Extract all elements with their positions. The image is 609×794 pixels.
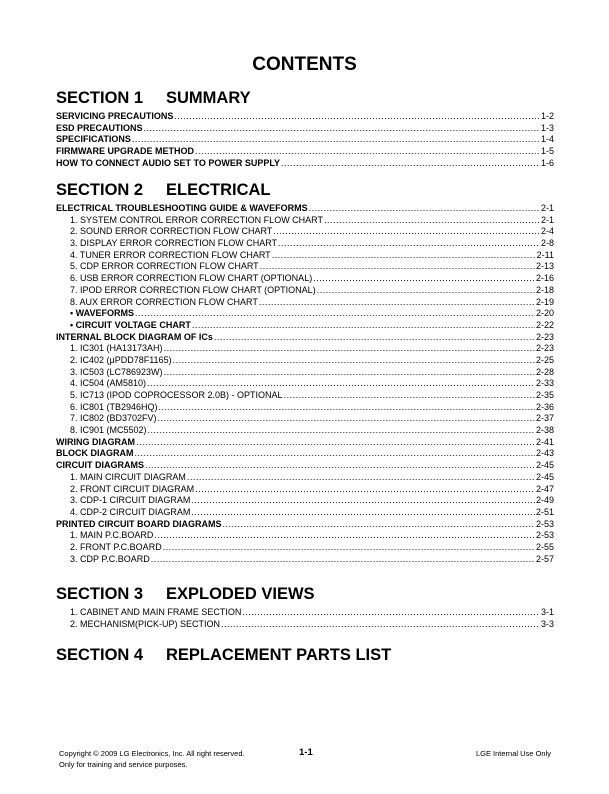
toc-entry[interactable]	[56, 158, 554, 170]
toc-entry-label: CIRCUIT DIAGRAMS	[56, 460, 144, 471]
toc-entry[interactable]	[56, 146, 554, 158]
toc-entry-label: 1. SYSTEM CONTROL ERROR CORRECTION FLOW CHART	[70, 214, 324, 225]
dot-leader	[173, 355, 535, 367]
toc-entry-page: 2-37	[535, 413, 554, 424]
toc-entry-label: ELECTRICAL TROUBLESHOOTING GUIDE & WAVEFORMS	[56, 203, 308, 213]
toc-entry-page: 1-4	[540, 134, 554, 145]
dot-leader	[242, 607, 540, 619]
toc-entry[interactable]	[56, 123, 554, 135]
dot-leader	[313, 273, 535, 285]
dot-leader	[259, 297, 535, 309]
dot-leader	[135, 448, 535, 460]
toc-entry-label: • WAVEFORMS	[70, 308, 134, 319]
toc-entry[interactable]	[56, 437, 554, 449]
toc-entry[interactable]	[56, 554, 554, 566]
toc-entry-page: 2-49	[535, 495, 554, 506]
toc-entry-page: 2-20	[535, 308, 554, 319]
toc-entry-label: 8. AUX ERROR CORRECTION FLOW CHART	[70, 296, 258, 307]
toc-entry-label: 2. IC402 (μPDD78F1165)	[70, 354, 172, 365]
dot-leader	[154, 530, 535, 542]
section-number: SECTION 3	[56, 585, 144, 603]
dot-leader	[132, 134, 540, 146]
dot-leader	[151, 554, 535, 566]
toc-entry[interactable]	[56, 250, 554, 262]
toc-entry[interactable]	[56, 378, 554, 390]
toc-entry-page: 2-23	[535, 331, 554, 342]
dot-leader	[144, 123, 540, 135]
toc-entry-label: 3. CDP-1 CIRCUIT DIAGRAM	[70, 495, 191, 506]
toc-list	[56, 111, 554, 169]
dot-leader	[135, 308, 535, 320]
section-name: REPLACEMENT PARTS LIST	[166, 646, 392, 664]
dot-leader	[164, 343, 535, 355]
toc-entry-label: HOW TO CONNECT AUDIO SET TO POWER SUPPLY	[56, 157, 281, 168]
toc-entry-label: ESD PRECAUTIONS	[56, 122, 143, 133]
toc-entry[interactable]	[56, 273, 554, 285]
section-heading	[56, 584, 554, 604]
toc-entry[interactable]	[56, 390, 554, 402]
toc-entry[interactable]	[56, 413, 554, 425]
toc-entry-label: 1. CABINET AND MAIN FRAME SECTION	[70, 607, 242, 617]
toc-entry-page: 2-33	[535, 378, 554, 389]
dot-leader	[159, 402, 535, 414]
toc-entry-page: 2-1	[540, 214, 554, 225]
toc-entry-page: 2-18	[535, 284, 554, 295]
section-1	[56, 88, 554, 169]
dot-leader	[187, 472, 535, 484]
toc-entry-page: 2-1	[540, 203, 554, 213]
section-2	[56, 180, 554, 565]
toc-entry[interactable]	[56, 402, 554, 414]
toc-entry-label: 1. IC301 (HA13173AH)	[70, 343, 163, 354]
toc-entry-label: 7. IPOD ERROR CORRECTION FLOW CHART (OPTIONAL)	[70, 284, 316, 295]
toc-entry[interactable]	[56, 226, 554, 238]
toc-entry-label: INTERNAL BLOCK DIAGRAM OF ICs	[56, 331, 213, 342]
toc-entry-label: FIRMWARE UPGRADE METHOD	[56, 146, 194, 157]
toc-entry[interactable]	[56, 530, 554, 542]
dot-leader	[272, 250, 536, 262]
toc-entry-label: 3. DISPLAY ERROR CORRECTION FLOW CHART	[70, 238, 278, 249]
dot-leader	[145, 460, 535, 472]
section-name: EXPLODED VIEWS	[166, 585, 315, 603]
toc-entry[interactable]	[56, 320, 554, 332]
toc-entry-label: • CIRCUIT VOLTAGE CHART	[70, 319, 191, 330]
toc-entry-page: 2-53	[535, 518, 554, 529]
section-heading	[56, 180, 554, 200]
toc-entry-page: 1-2	[540, 111, 554, 121]
usage-line: Only for training and service purposes.	[59, 760, 188, 769]
toc-entry-label: PRINTED CIRCUIT BOARD DIAGRAMS	[56, 518, 222, 529]
section-heading	[56, 645, 554, 665]
toc-entry-label: 6. IC801 (TB2946HQ)	[70, 401, 158, 412]
toc-entry-page: 3-3	[540, 618, 554, 629]
toc-entry[interactable]	[56, 425, 554, 437]
toc-entry-page: 2-19	[535, 296, 554, 307]
toc-entry-page: 2-41	[535, 436, 554, 447]
dot-leader	[278, 238, 540, 250]
toc-entry-page: 1-3	[540, 122, 554, 133]
toc-entry-page: 2-25	[535, 354, 554, 365]
toc-entry[interactable]	[56, 519, 554, 531]
dot-leader	[221, 619, 540, 631]
toc-entry-page: 2-36	[535, 401, 554, 412]
toc-entry-label: WIRING DIAGRAM	[56, 436, 135, 447]
toc-entry-page: 2-11	[536, 249, 554, 260]
copyright-notice	[59, 748, 279, 770]
dot-leader	[191, 495, 535, 507]
toc-entry-page: 2-23	[535, 343, 554, 354]
toc-entry-label: 2. SOUND ERROR CORRECTION FLOW CHART	[70, 226, 273, 237]
section-name: SUMMARY	[166, 89, 251, 107]
toc-entry[interactable]	[56, 355, 554, 367]
dot-leader	[284, 390, 535, 402]
dot-leader	[158, 413, 535, 425]
toc-entry-page: 2-22	[535, 319, 554, 330]
dot-leader	[148, 425, 535, 437]
toc-entry-page: 2-53	[535, 530, 554, 541]
dot-leader	[195, 146, 540, 158]
toc-entry-page: 2-13	[535, 261, 554, 272]
section-3	[56, 584, 554, 630]
toc-entry-page: 2-57	[535, 553, 554, 564]
toc-entry-page: 2-45	[535, 460, 554, 471]
toc-entry[interactable]	[56, 238, 554, 250]
toc-entry[interactable]	[56, 472, 554, 484]
toc-entry[interactable]	[56, 285, 554, 297]
section-heading	[56, 88, 554, 108]
section-number: SECTION 2	[56, 181, 144, 199]
toc-entry-label: SPECIFICATIONS	[56, 134, 131, 145]
toc-entry-page: 2-38	[535, 425, 554, 436]
toc-entry[interactable]	[56, 448, 554, 460]
dot-leader	[192, 320, 535, 332]
page-number: 1-1	[299, 747, 313, 758]
toc-entry-page: 1-6	[540, 157, 554, 168]
dot-leader	[191, 507, 535, 519]
toc-entry-label: 6. USB ERROR CORRECTION FLOW CHART (OPTIONAL)	[70, 273, 313, 284]
dot-leader	[136, 437, 535, 449]
toc-entry-page: 2-51	[535, 506, 554, 517]
toc-entry[interactable]	[56, 134, 554, 146]
toc-entry-label: 1. MAIN CIRCUIT DIAGRAM	[70, 471, 186, 482]
toc-entry[interactable]	[56, 619, 554, 631]
toc-list	[56, 607, 554, 630]
toc-entry[interactable]	[56, 367, 554, 379]
toc-entry-label: 5. CDP ERROR CORRECTION FLOW CHART	[70, 261, 259, 272]
internal-use-label: LGE Internal Use Only	[475, 749, 551, 758]
toc-entry-label: 8. IC901 (MC5502)	[70, 425, 147, 436]
dot-leader	[164, 367, 535, 379]
dot-leader	[324, 215, 540, 227]
dot-leader	[223, 519, 535, 531]
toc-entry[interactable]	[56, 507, 554, 519]
toc-entry[interactable]	[56, 203, 554, 215]
dot-leader	[273, 226, 540, 238]
page-title: CONTENTS	[252, 54, 357, 75]
dot-leader	[260, 261, 535, 273]
toc-entry-label: 4. TUNER ERROR CORRECTION FLOW CHART	[70, 249, 271, 260]
toc-entry-page: 2-47	[535, 483, 554, 494]
dot-leader	[214, 332, 535, 344]
toc-entry-page: 2-43	[535, 448, 554, 459]
toc-entry-page: 2-8	[540, 238, 554, 249]
toc-entry-label: 4. IC504 (AM5810)	[70, 378, 147, 389]
toc-entry-page: 3-1	[540, 607, 554, 617]
toc-entry[interactable]	[56, 460, 554, 472]
toc-entry-label: 5. IC713 (IPOD COPROCESSOR 2.0B) - OPTIONAL	[70, 390, 283, 400]
toc-entry-page: 2-45	[535, 471, 554, 482]
toc-entry[interactable]	[56, 495, 554, 507]
toc-entry-label: 2. MECHANISM(PICK-UP) SECTION	[70, 618, 221, 629]
toc-entry[interactable]	[56, 484, 554, 496]
toc-entry-page: 2-16	[535, 273, 554, 284]
toc-entry-label: 7. IC802 (BD3702FV)	[70, 413, 157, 424]
toc-entry-page: 2-35	[535, 390, 554, 400]
toc-entry-label: 3. IC503 (LC786923W)	[70, 366, 163, 377]
section-name: ELECTRICAL	[166, 181, 271, 199]
toc-entry[interactable]	[56, 111, 554, 123]
toc-entry-label: 4. CDP-2 CIRCUIT DIAGRAM	[70, 506, 191, 517]
toc-entry-label: 2. FRONT CIRCUIT DIAGRAM	[70, 483, 195, 494]
toc-entry-label: 1. MAIN P.C.BOARD	[70, 530, 154, 541]
toc-entry-page: 2-55	[535, 541, 554, 552]
section-number: SECTION 1	[56, 89, 144, 107]
toc-entry[interactable]	[56, 297, 554, 309]
section-number: SECTION 4	[56, 646, 144, 664]
dot-leader	[309, 203, 540, 215]
toc-entry[interactable]	[56, 261, 554, 273]
toc-entry[interactable]	[56, 542, 554, 554]
toc-entry-label: 3. CDP P.C.BOARD	[70, 553, 150, 564]
toc-entry[interactable]	[56, 607, 554, 619]
dot-leader	[317, 285, 535, 297]
toc-entry-label: BLOCK DIAGRAM	[56, 448, 134, 459]
toc-entry-label: 2. FRONT P.C.BOARD	[70, 541, 162, 552]
toc-entry-page: 2-4	[540, 226, 554, 237]
dot-leader	[163, 542, 535, 554]
toc-entry-page: 1-5	[540, 146, 554, 157]
copyright-line: Copyright © 2009 LG Electronics, Inc. All right reserved.	[59, 749, 245, 758]
toc-entry[interactable]	[56, 308, 554, 320]
toc-entry-page: 2-28	[535, 366, 554, 377]
toc-list	[56, 203, 554, 565]
dot-leader	[174, 111, 540, 123]
section-4	[56, 645, 554, 668]
toc-entry[interactable]	[56, 215, 554, 227]
toc-entry[interactable]	[56, 332, 554, 344]
dot-leader	[195, 484, 535, 496]
dot-leader	[147, 378, 535, 390]
toc-entry[interactable]	[56, 343, 554, 355]
dot-leader	[281, 158, 540, 170]
toc-entry-label: SERVICING PRECAUTIONS	[56, 111, 174, 121]
